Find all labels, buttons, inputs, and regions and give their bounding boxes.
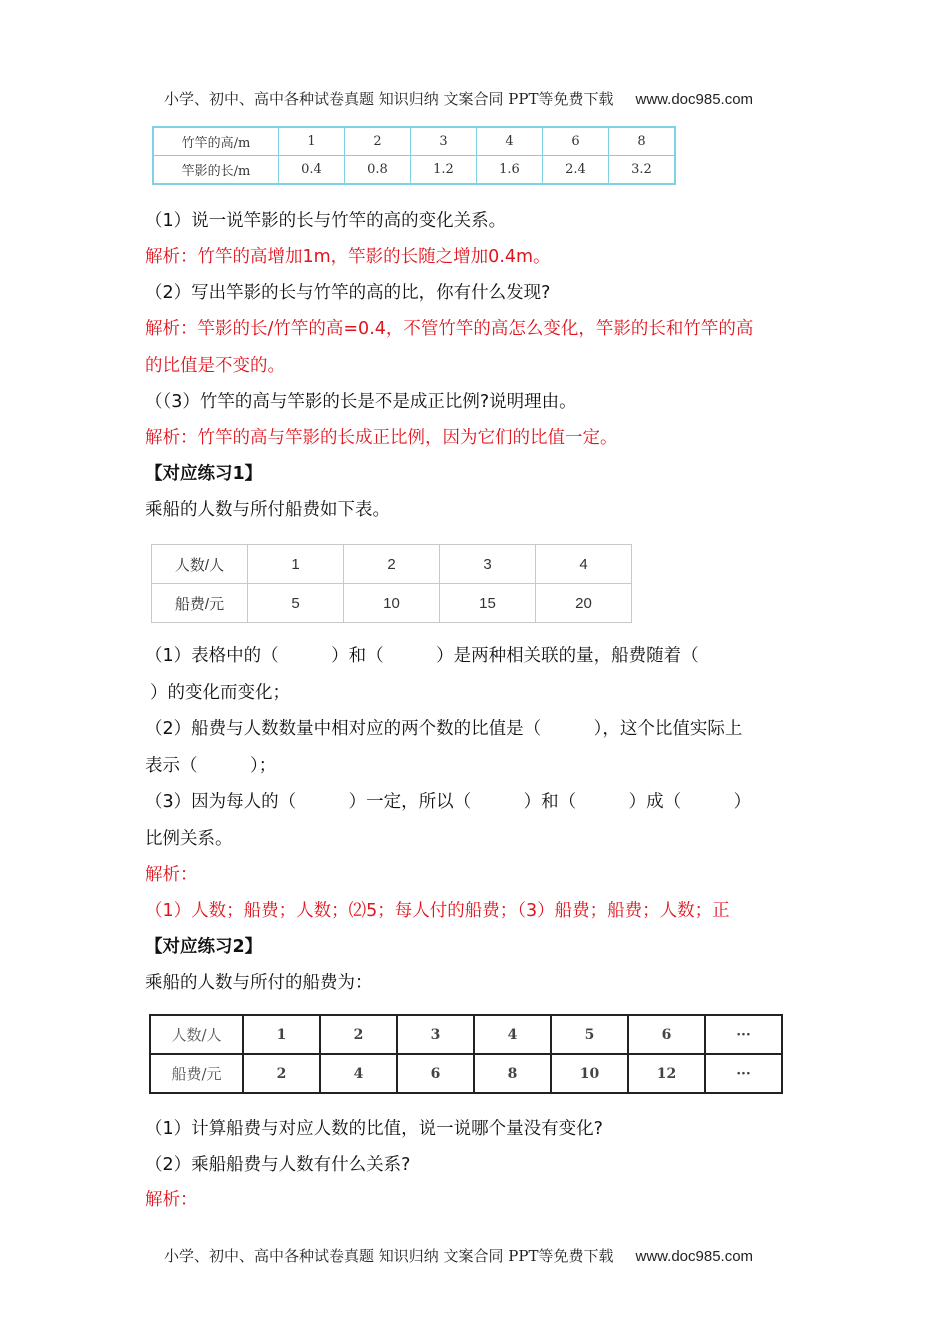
table-cell: 2 — [243, 1054, 320, 1093]
row-header: 人数/人 — [152, 545, 248, 584]
table-cell: 3 — [397, 1015, 474, 1054]
exercise-1-q2-line-2: 表示（ ）； — [145, 756, 277, 776]
table-cell: 1 — [248, 545, 344, 584]
bamboo-shadow-table — [152, 126, 676, 185]
footer-site-link[interactable]: www.doc985.com — [635, 1248, 754, 1265]
table-cell: 10 — [344, 584, 440, 623]
exercise-1-q1-line-1: （1）表格中的（ ）和（ ）是两种相关联的量，船费随着（ — [145, 646, 699, 666]
table-cell: 20 — [536, 584, 632, 623]
table-cell: 0.8 — [345, 156, 411, 185]
footer-text: 小学、初中、高中各种试卷真题 知识归纳 文案合同 PPT等免费下载 — [164, 1247, 614, 1265]
table-cell: 8 — [609, 127, 676, 156]
table-row — [153, 127, 675, 156]
table-cell: 2 — [344, 545, 440, 584]
question-1: （1）说一说竿影的长与竹竿的高的变化关系。 — [145, 211, 507, 231]
table-cell: 15 — [440, 584, 536, 623]
exercise-1-q3-line-1: （3）因为每人的（ ）一定，所以（ ）和（ ）成（ ） — [145, 792, 752, 812]
table-cell: 3.2 — [609, 156, 676, 185]
exercise-2-q2: （2）乘船船费与人数有什么关系? — [145, 1155, 411, 1175]
exercise-2-q1: （1）计算船费与对应人数的比值，说一说哪个量没有变化? — [145, 1119, 603, 1139]
table-cell: 5 — [248, 584, 344, 623]
header-text: 小学、初中、高中各种试卷真题 知识归纳 文案合同 PPT等免费下载 — [164, 90, 614, 108]
table-cell: 4 — [474, 1015, 551, 1054]
exercise-1-q3-line-2: 比例关系。 — [145, 829, 233, 849]
exercise-1-intro: 乘船的人数与所付船费如下表。 — [145, 500, 390, 520]
page-header-top — [164, 88, 753, 109]
question-2: （2）写出竿影的长与竹竿的高的比，你有什么发现? — [145, 283, 551, 303]
row-header: 船费/元 — [152, 584, 248, 623]
table-row — [150, 1054, 782, 1093]
answer-3: 解析：竹竿的高与竿影的长成正比例，因为它们的比值一定。 — [145, 428, 618, 448]
table-cell: 1 — [279, 127, 345, 156]
row-header: 人数/人 — [150, 1015, 243, 1054]
question-3: （（3）竹竿的高与竿影的长是不是成正比例?说明理由。 — [145, 392, 577, 412]
answer-1: 解析：竹竿的高增加1m，竿影的长随之增加0.4m。 — [145, 247, 551, 267]
exercise-1-title: 【对应练习1】 — [145, 464, 263, 484]
table-row — [152, 545, 632, 584]
table-cell: 10 — [551, 1054, 628, 1093]
table-cell: 6 — [543, 127, 609, 156]
table-cell: ··· — [705, 1015, 782, 1054]
exercise-2-answer-label: 解析： — [145, 1190, 198, 1210]
table-cell: 6 — [628, 1015, 705, 1054]
table-row — [150, 1015, 782, 1054]
table-cell: 1.2 — [411, 156, 477, 185]
table-row — [153, 156, 675, 185]
table-cell: 8 — [474, 1054, 551, 1093]
exercise-2-title: 【对应练习2】 — [145, 937, 263, 957]
table-cell: 4 — [320, 1054, 397, 1093]
table-cell: 4 — [477, 127, 543, 156]
page-header-bottom — [164, 1245, 753, 1266]
table-cell: 2 — [345, 127, 411, 156]
exercise-1-q2-line-1: （2）船费与人数数量中相对应的两个数的比值是（ ），这个比值实际上 — [145, 719, 743, 739]
header-site-link[interactable]: www.doc985.com — [635, 91, 754, 108]
row-header: 船费/元 — [150, 1054, 243, 1093]
answer-2-line-1: 解析：竿影的长/竹竿的高=0.4，不管竹竿的高怎么变化，竿影的长和竹竿的高 — [145, 319, 754, 339]
exercise-1-answer: （1）人数；船费；人数；⑵5；每人付的船费；（3）船费；船费；人数；正 — [145, 901, 730, 921]
answer-2-line-2: 的比值是不变的。 — [145, 356, 285, 376]
boat-fare-table-2 — [149, 1014, 783, 1094]
table-cell: 6 — [397, 1054, 474, 1093]
table-cell: 3 — [411, 127, 477, 156]
boat-fare-table-1 — [151, 544, 632, 623]
row-header: 竿影的长/m — [153, 156, 279, 185]
table-cell: 5 — [551, 1015, 628, 1054]
exercise-1-q1-line-2: ）的变化而变化； — [150, 683, 290, 703]
exercise-1-answer-label: 解析： — [145, 865, 198, 885]
table-cell: 4 — [536, 545, 632, 584]
table-cell: 0.4 — [279, 156, 345, 185]
row-header: 竹竿的高/m — [153, 127, 279, 156]
exercise-2-intro: 乘船的人数与所付的船费为： — [145, 973, 373, 993]
table-cell: 2 — [320, 1015, 397, 1054]
table-cell: 12 — [628, 1054, 705, 1093]
table-cell: 1.6 — [477, 156, 543, 185]
table-cell: 3 — [440, 545, 536, 584]
table-row — [152, 584, 632, 623]
table-cell: 1 — [243, 1015, 320, 1054]
table-cell: 2.4 — [543, 156, 609, 185]
table-cell: ··· — [705, 1054, 782, 1093]
